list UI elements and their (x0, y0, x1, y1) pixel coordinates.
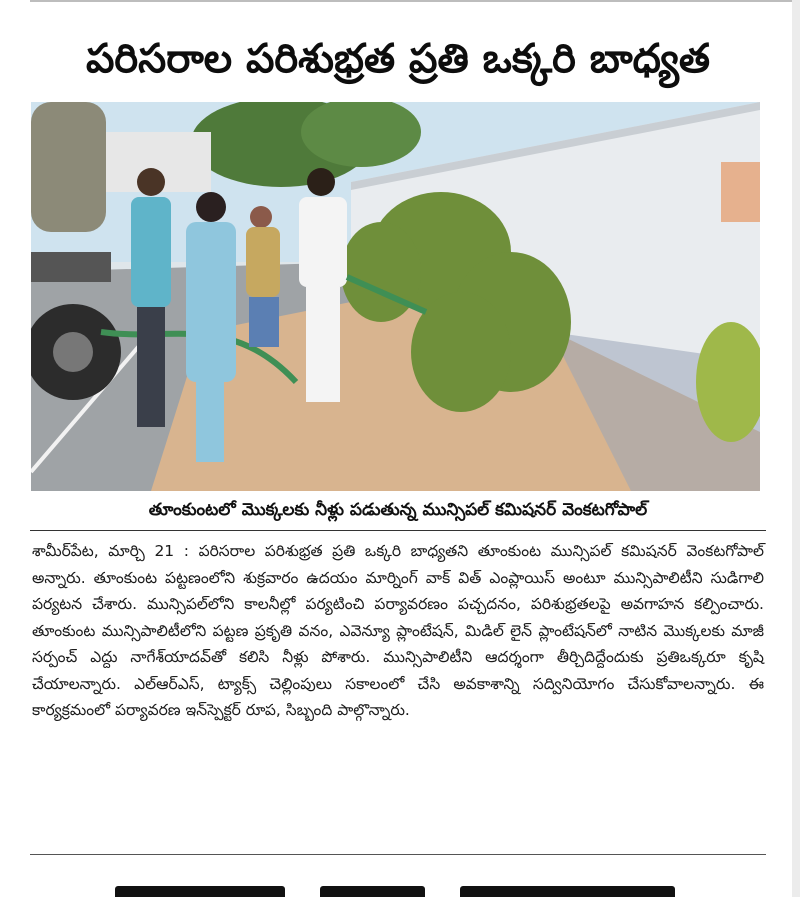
bottom-rule (30, 854, 766, 855)
article-headline: పరిసరాల పరిశుభ్రత ప్రతి ఒక్కరి బాధ్యత (85, 36, 711, 82)
photo-plants-watering-icon (31, 102, 760, 491)
caption-rule (30, 530, 766, 531)
next-article-headline-cropped (115, 880, 675, 897)
article-photo (31, 102, 760, 491)
top-rule (30, 0, 800, 2)
article-body: శామీర్‌పేట, మార్చి 21 : పరిసరాల పరిశుభ్రత ప్రతి ఒక్కరి బాధ్యతని తూంకుంట మున్సిపల్ కమిషనర్ వెంకటగోపాల్ అన్నారు. తూంకుంట పట్టణంలోని శుక్రవారం ఉదయం మార్నింగ్ వాక్ విత్ ఎంప్లాయిస్ అంటూ మున్సిపాలిటీని సుడిగాలి పర్యటన చేశారు. మున్సిపల్‌లోని కాలనీల్లో పర్యటించి పర్యావరణం పచ్చదనం, పరిశుభ్రతలపై అవగాహన కల్పించారు. తూంకుంట మున్సిపాలిటీలోని పట్టణ ప్రకృతి వనం, ఎవెన్యూ ప్లాంటేషన్, మిడిల్ లైన్ ప్లాంటేషన్‌లో నాటిన మొక్కలకు మాజీ సర్పంచ్ ఎద్దు నాగేశ్‌యాదవ్‌తో కలిసి నీళ్లు పోశారు. మున్సిపాలిటీని ఆదర్శంగా తీర్చిదిద్దేందుకు ప్రతిఒక్కరూ కృషి చేయాలన్నారు. ఎల్ఆర్ఎస్, ట్యాక్స్ చెల్లింపులు సకాలంలో చేసి అవకాశాన్ని సద్వినియోగం చేసుకోవాలన్నారు. ఈ కార్యక్రమంలో పర్యావరణ ఇన్‌స్పెక్టర్ రూప, సిబ్బంది పాల్గొన్నారు. (32, 542, 764, 719)
photo-caption: తూంకుంటలో మొక్కలకు నీళ్లు పడుతున్న మున్సిపల్ కమిషనర్ వెంకటగోపాల్ (148, 500, 648, 520)
page-edge (792, 0, 800, 897)
